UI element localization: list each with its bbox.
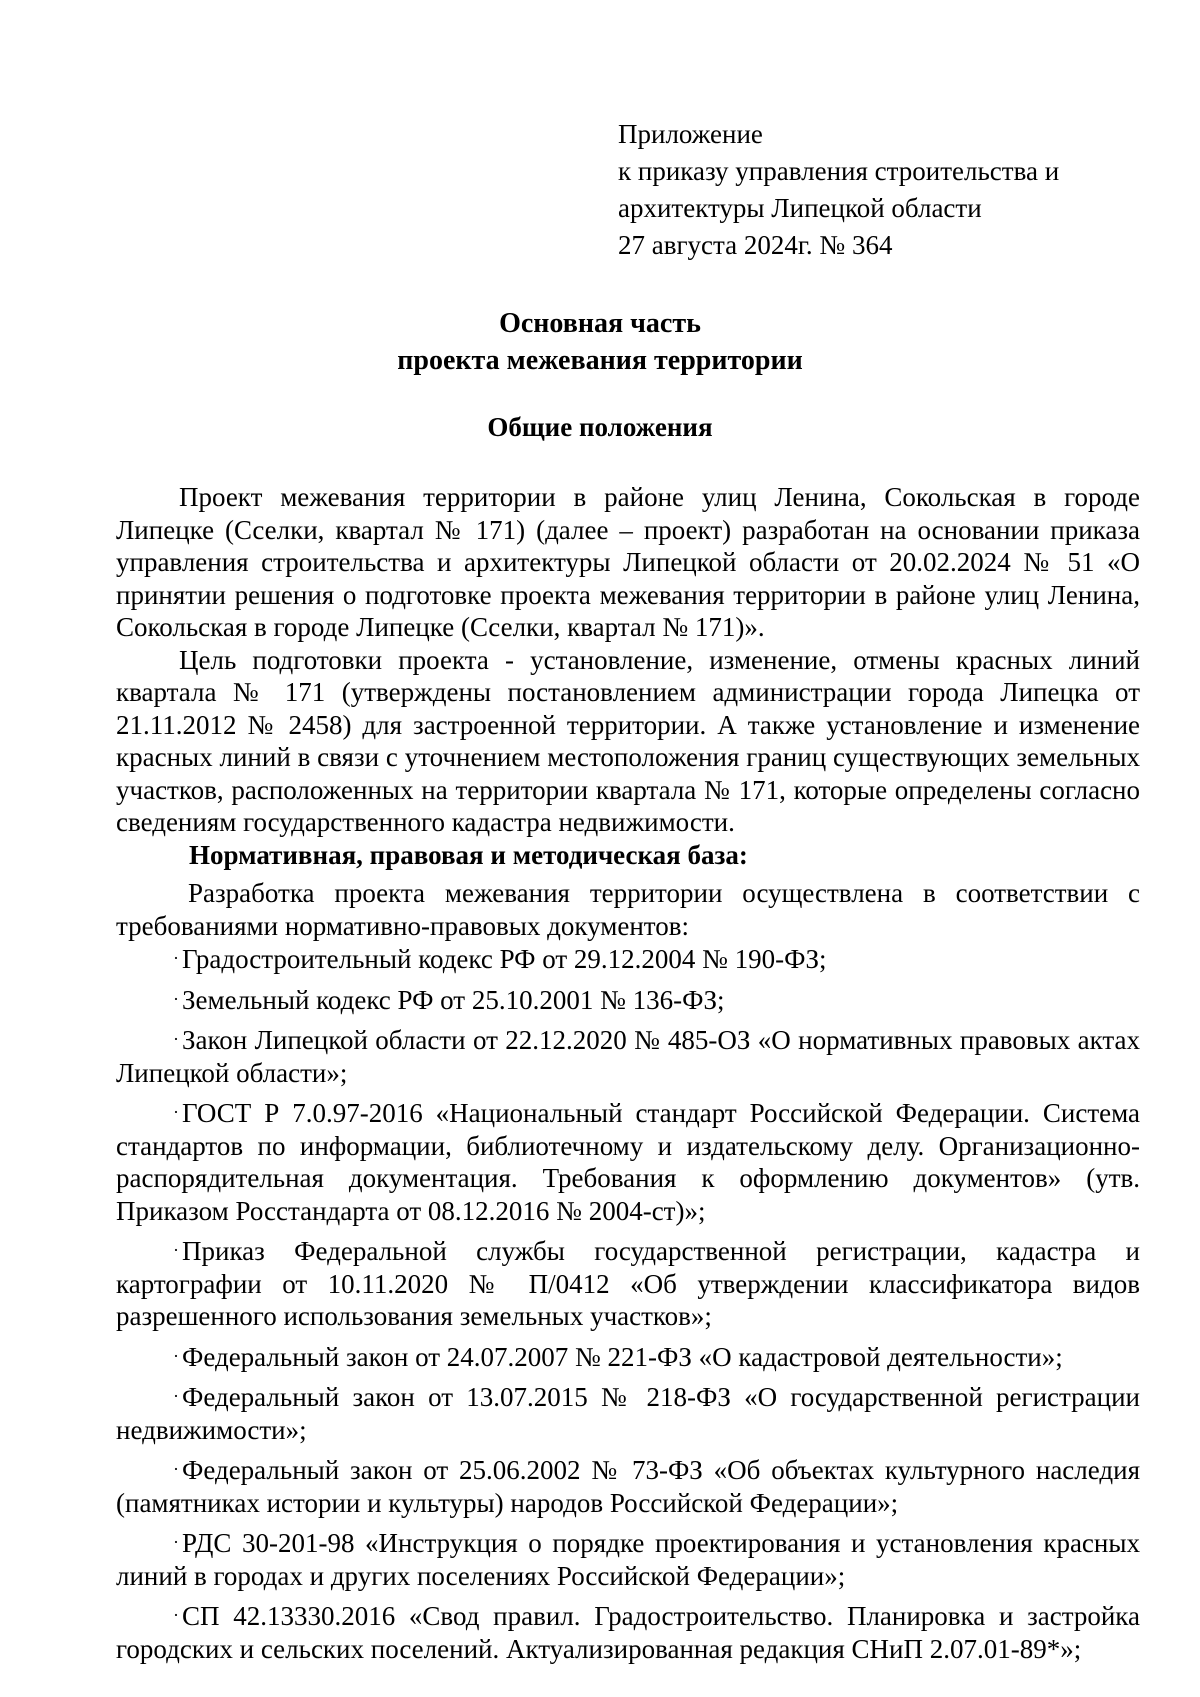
appendix-label: Приложение xyxy=(618,119,763,149)
bullet-icon: · xyxy=(173,1532,179,1552)
document-title xyxy=(0,305,1200,379)
bullet-icon: · xyxy=(173,1386,179,1406)
appendix-date-number: 27 августа 2024г. № 364 xyxy=(618,230,893,260)
document-reference: Земельный кодекс РФ от 25.10.2001 № 136-ФЗ; xyxy=(182,984,725,1015)
appendix-authority: архитектуры Липецкой области xyxy=(618,193,982,223)
list-item xyxy=(116,1453,1140,1519)
document-reference: СП 42.13330.2016 «Свод правил. Градостроительство. Планировка и застройка городских и сельских поселений. Актуализированная редакция СНиП 2.07.01-89*»; xyxy=(116,1601,1140,1664)
bullet-icon: · xyxy=(173,1029,179,1049)
document-reference: Закон Липецкой области от 22.12.2020 № 485-ОЗ «О нормативных правовых актах Липецкой области»; xyxy=(116,1025,1140,1088)
paragraph-project-basis: Проект межевания территории в районе улиц Ленина, Сокольская в городе Липецке (Сселки, квартал № 171) (далее – проект) разработан на основании приказа управления строительства и архитектуры Липецкой области от 20.02.2024 № 51 «О принятии решения о подготовке проекта межевания территории в районе улиц Ленина, Сокольская в городе Липецке (Сселки, квартал № 171)». xyxy=(116,482,1140,642)
list-item xyxy=(116,1340,1140,1374)
document-reference: Приказ Федеральной службы государственной регистрации, кадастра и картографии от 10.11.2020 № П/0412 «Об утверждении классификатора видов разрешенного использования земельных участков»; xyxy=(116,1236,1140,1331)
document-reference: Федеральный закон от 25.06.2002 № 73-ФЗ «Об объектах культурного наследия (памятниках истории и культуры) народов Российской Федерации»; xyxy=(116,1455,1140,1518)
list-item xyxy=(116,1023,1140,1089)
appendix-order-ref: к приказу управления строительства и xyxy=(618,156,1060,186)
bullet-icon: · xyxy=(173,988,179,1009)
basis-heading: Нормативная, правовая и методическая база: xyxy=(189,839,748,870)
bullet-icon: · xyxy=(173,1459,179,1479)
paragraph-project-goal: Цель подготовки проекта - установление, изменение, отмены красных линий квартала № 171 (утверждены постановлением администрации города Липецка от 21.11.2012 № 2458) для застроенной территории. А также установление и изменение красных линий в связи с уточнением местоположения границ существующих земельных участков, расположенных на территории квартала № 171, которые определены согласно сведениям государственного кадастра недвижимости. xyxy=(116,644,1140,837)
document-reference: ГОСТ Р 7.0.97-2016 «Национальный стандарт Российской Федерации. Система стандартов по информации, библиотечному и издательскому делу. Организационно-распорядительная документация. Требования к оформлению документов» (утв. Приказом Росстандарта от 08.12.2016 № 2004-ст)»; xyxy=(116,1098,1140,1226)
document-reference: Градостроительный кодекс РФ от 29.12.2004 № 190-ФЗ; xyxy=(182,944,827,974)
list-item xyxy=(116,1234,1140,1333)
bullet-icon: · xyxy=(173,948,179,968)
title-line-1: Основная часть xyxy=(499,308,701,339)
document-reference: Федеральный закон от 24.07.2007 № 221-ФЗ «О кадастровой деятельности»; xyxy=(182,1341,1063,1372)
title-line-2: проекта межевания территории xyxy=(397,345,803,376)
document-reference: Федеральный закон от 13.07.2015 № 218-ФЗ «О государственной регистрации недвижимости»; xyxy=(116,1382,1140,1445)
bullet-icon: · xyxy=(173,1605,179,1625)
appendix-block xyxy=(618,116,1059,264)
bullet-icon: · xyxy=(173,1345,179,1366)
list-item xyxy=(116,1380,1140,1446)
document-body xyxy=(116,481,1140,1665)
section-heading: Общие положения xyxy=(487,412,713,442)
list-item xyxy=(116,1599,1140,1665)
list-item xyxy=(116,983,1140,1017)
bullet-icon: · xyxy=(173,1240,179,1260)
document-reference: РДС 30-201-98 «Инструкция о порядке проектирования и установления красных линий в городах и других поселениях Российской Федерации»; xyxy=(116,1528,1140,1591)
list-item xyxy=(116,942,1140,976)
list-item xyxy=(116,1096,1140,1227)
list-item xyxy=(116,1526,1140,1592)
basis-intro: Разработка проекта межевания территории осуществлена в соответствии с требованиями нормативно-правовых документов: xyxy=(116,878,1140,941)
bullet-icon: · xyxy=(173,1102,179,1122)
